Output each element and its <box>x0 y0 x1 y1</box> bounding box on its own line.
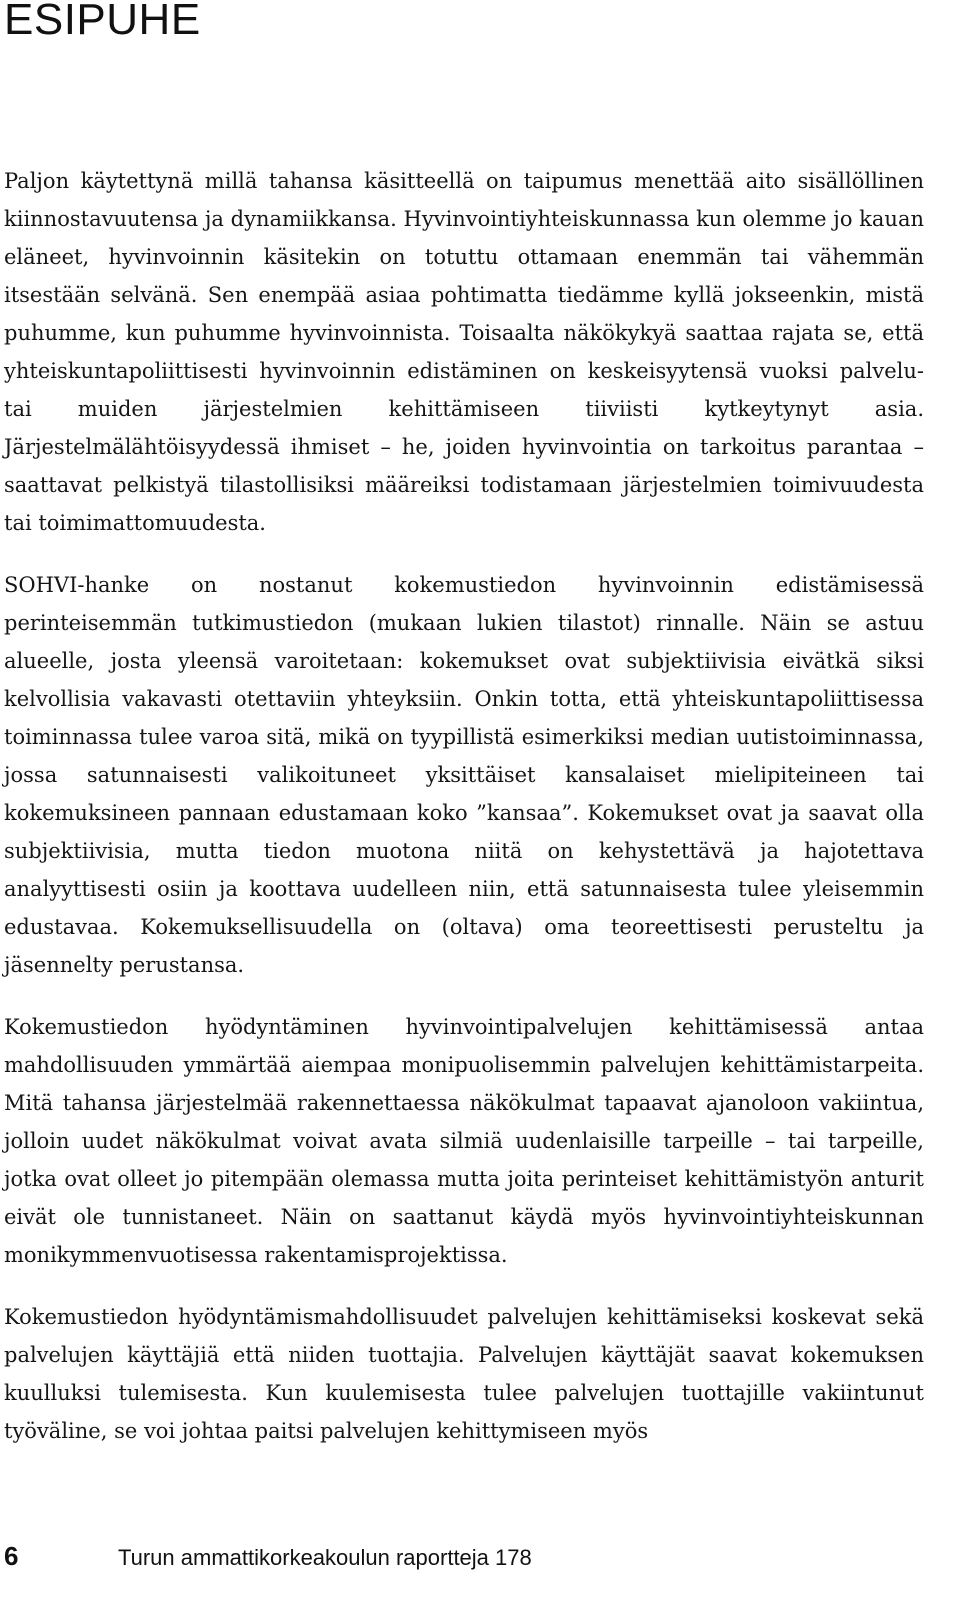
paragraph-1: Paljon käytettynä millä tahansa käsitteellä on taipumus menettää aito sisällöllinen kiinnostavuutensa ja dynamiikkansa. Hyvinvointiyhteiskunnassa kun olemme jo kauan eläneet, hyvinvoinnin käsitekin on totuttu ottamaan enemmän tai vähemmän itsestään selvänä. Sen enempää asiaa pohtimatta tiedämme kyllä jokseenkin, mistä puhumme, kun puhumme hyvinvoinnista. Toisaalta näkökykyä saattaa rajata se, että yhteiskuntapoliittisesti hyvinvoinnin edistäminen on keskeisyytensä vuoksi palvelu- tai muiden järjestelmien kehittämiseen tiiviisti kytkeytynyt asia. Järjestelmälähtöisyydessä ihmiset – he, joiden hyvinvointia on tarkoitus parantaa – saattavat pelkistyä tilastollisiksi määreiksi todistamaan järjestelmien toimivuudesta tai toimimattomuudesta. <box>4 169 924 535</box>
paragraph-4: Kokemustiedon hyödyntämismahdollisuudet palvelujen kehittämiseksi koskevat sekä palvelujen käyttäjiä että niiden tuottajia. Palvelujen käyttäjät saavat kokemuksen kuulluksi tulemisesta. Kun kuulemisesta tulee palvelujen tuottajille vakiintunut työväline, se voi johtaa paitsi palvelujen kehittymiseen myös <box>4 1305 924 1443</box>
page-title: ESIPUHE <box>4 0 201 44</box>
body-text <box>4 162 924 1474</box>
paragraph-2: SOHVI-hanke on nostanut kokemustiedon hyvinvoinnin edistämisessä perinteisemmän tutkimustiedon (mukaan lukien tilastot) rinnalle. Näin se astuu alueelle, josta yleensä varoitetaan: kokemukset ovat subjektiivisia eivätkä siksi kelvollisia vakavasti otettaviin yhteyksiin. Onkin totta, että yhteiskuntapoliittisessa toiminnassa tulee varoa sitä, mikä on tyypillistä esimerkiksi median uutistoiminnassa, jossa satunnaisesti valikoituneet yksittäiset kansalaiset mielipiteineen tai kokemuksineen pannaan edustamaan koko ”kansaa”. Kokemukset ovat ja saavat olla subjektiivisia, mutta tiedon muotona niitä on kehystettävä ja hajotettava analyyttisesti osiin ja koottava uudelleen niin, että satunnaisesta tulee yleisemmin edustavaa. Kokemuksellisuudella on (oltava) oma teoreettisesti perusteltu ja jäsennelty perustansa. <box>4 573 924 977</box>
page-number: 6 <box>4 1541 19 1571</box>
page-footer <box>4 1536 944 1576</box>
paragraph-3: Kokemustiedon hyödyntäminen hyvinvointipalvelujen kehittämisessä antaa mahdollisuuden ymmärtää aiempaa monipuolisemmin palvelujen kehittämistarpeita. Mitä tahansa järjestelmää rakennettaessa näkökulmat tapaavat ajanoloon vakiintua, jolloin uudet näkökulmat voivat avata silmiä uudenlaisille tarpeille – tai tarpeille, jotka ovat olleet jo pitempään olemassa mutta joita perinteiset kehittämistyön anturit eivät ole tunnistaneet. Näin on saattanut käydä myös hyvinvointiyhteiskunnan monikymmenvuotisessa rakentamisprojektissa. <box>4 1015 924 1267</box>
series-title: Turun ammattikorkeakoulun raportteja 178 <box>118 1545 532 1570</box>
